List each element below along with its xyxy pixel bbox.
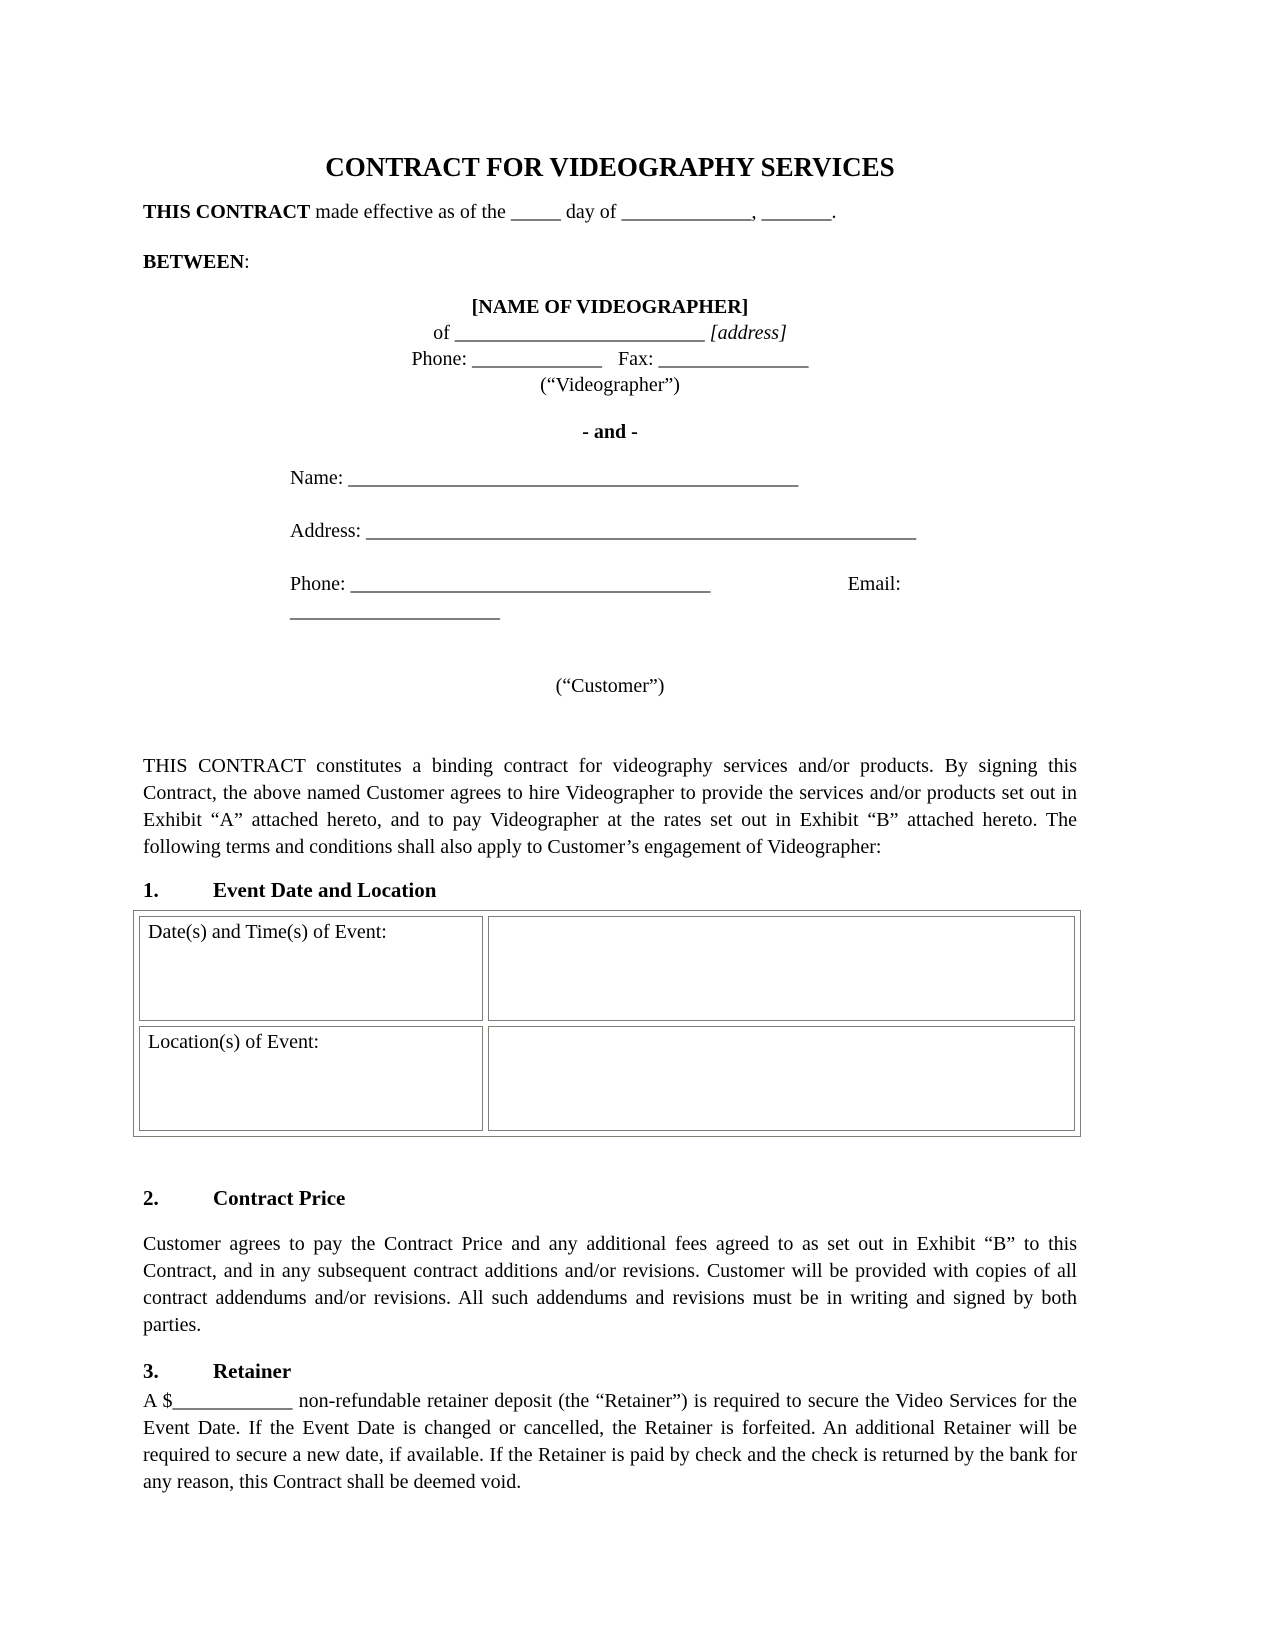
binding-clause-paragraph: THIS CONTRACT constitutes a binding contract for videography services and/or products. By signing this Contract, the above named Customer agrees to hire Videographer to provide the services and/or products set out in Exhibit “A” attached hereto, and to pay Videographer at the rates set out in Exhibit “B” attached hereto. The following terms and conditions shall also apply to Customer’s engagement of Videographer: bbox=[143, 755, 1077, 858]
videographer-fax-blank: Fax: _______________ bbox=[618, 348, 809, 370]
between-word: BETWEEN bbox=[143, 251, 245, 273]
videographer-name-placeholder bbox=[143, 294, 1077, 320]
section-1-number: 1. bbox=[143, 878, 159, 902]
event-date-value-cell bbox=[488, 916, 1075, 1021]
table-row bbox=[139, 916, 1075, 1021]
effective-date-lead: THIS CONTRACT bbox=[143, 201, 311, 223]
videographer-address-blank: _________________________ bbox=[454, 322, 705, 344]
section-1-heading bbox=[143, 877, 1077, 903]
section-2-heading bbox=[143, 1185, 1077, 1211]
customer-phone-blank: Phone: ____________________________________ bbox=[290, 573, 711, 595]
customer-address-line: Address: _______________________________________________________ bbox=[290, 520, 917, 542]
effective-date-rest: made effective as of the _____ day of _____________, _______. bbox=[310, 201, 837, 223]
videographer-block bbox=[143, 294, 1077, 398]
section-3-number: 3. bbox=[143, 1359, 159, 1383]
videographer-of-prefix: of bbox=[433, 322, 455, 344]
videographer-name-text: [NAME OF VIDEOGRAPHER] bbox=[471, 296, 749, 318]
section-2-number: 2. bbox=[143, 1186, 159, 1210]
section-3-heading bbox=[143, 1358, 1077, 1384]
videographer-address-hint: [address] bbox=[704, 322, 787, 344]
videographer-phone-fax-line bbox=[143, 346, 1077, 372]
and-separator: - and - bbox=[582, 421, 638, 443]
table-row bbox=[139, 1026, 1075, 1131]
effective-date-clause bbox=[143, 199, 1077, 226]
section-1-title: Event Date and Location bbox=[213, 878, 437, 902]
between-colon: : bbox=[244, 251, 250, 273]
between-label bbox=[143, 249, 1077, 276]
customer-phone-email-line bbox=[290, 571, 1077, 625]
customer-email-blank: Email: _____________________ bbox=[290, 573, 901, 622]
customer-name-line: Name: _____________________________________________ bbox=[290, 467, 799, 489]
videographer-designation: (“Videographer”) bbox=[540, 374, 680, 396]
videographer-address-line bbox=[143, 320, 1077, 346]
document-title: CONTRACT FOR VIDEOGRAPHY SERVICES bbox=[325, 152, 895, 182]
section-2-body: Customer agrees to pay the Contract Price and any additional fees agreed to as set out in Exhibit “B” to this Contract, and in any subsequent contract additions and/or revisions. Customer will be provided with copies of all contract addendums and/or revisions. All such addendums and revisions must be in writing and signed by both parties. bbox=[143, 1233, 1077, 1336]
event-details-table bbox=[133, 910, 1081, 1137]
event-date-label-cell: Date(s) and Time(s) of Event: bbox=[139, 916, 483, 1021]
customer-block bbox=[143, 465, 1077, 625]
section-2-title: Contract Price bbox=[213, 1186, 346, 1210]
customer-designation: (“Customer”) bbox=[555, 675, 665, 697]
event-location-value-cell bbox=[488, 1026, 1075, 1131]
section-3-body: A $____________ non-refundable retainer deposit (the “Retainer”) is required to secure the Video Services for the Event Date. If the Event Date is changed or cancelled, the Retainer is forfeited. An additional Retainer will be required to secure a new date, if available. If the Retainer is paid by check and the check is returned by the bank for any reason, this Contract shall be deemed void. bbox=[143, 1390, 1077, 1493]
event-location-label-cell: Location(s) of Event: bbox=[139, 1026, 483, 1131]
videographer-phone-blank: Phone: _____________ bbox=[411, 348, 602, 370]
section-3-title: Retainer bbox=[213, 1359, 292, 1383]
